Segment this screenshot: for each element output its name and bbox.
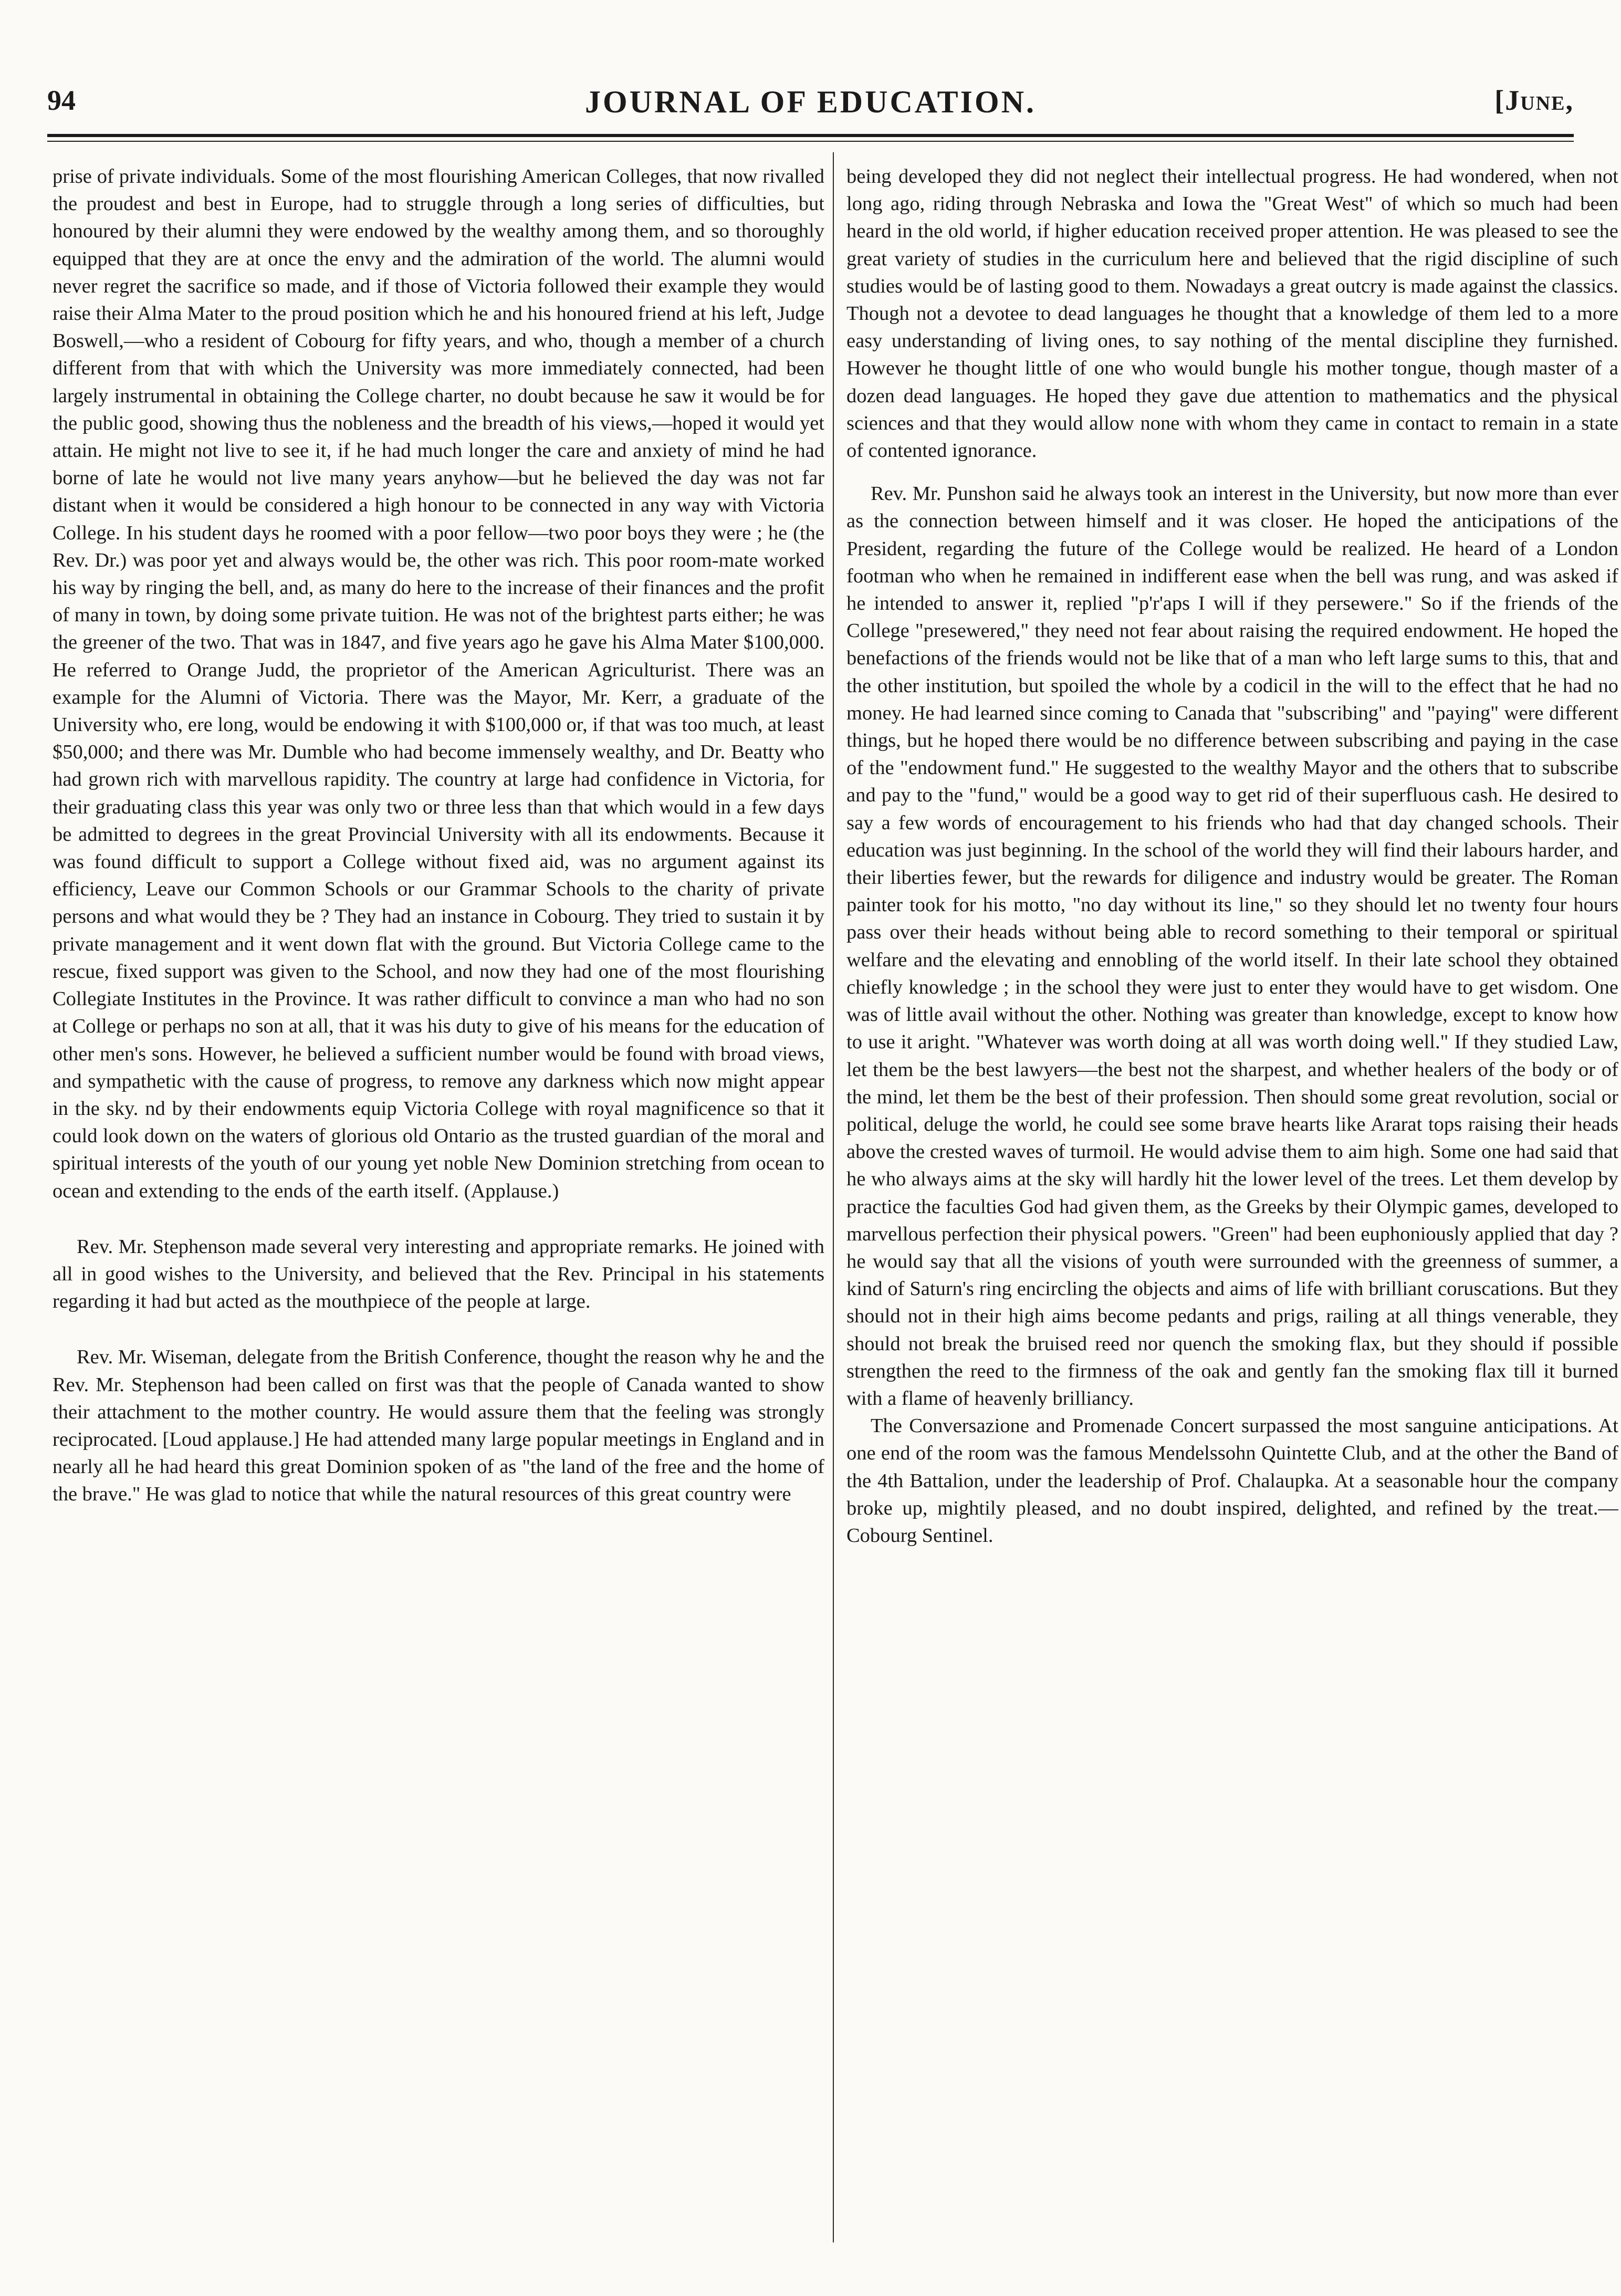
right-column (846, 163, 1618, 2242)
header-rule-thin (47, 141, 1574, 142)
left-paragraph-3: Rev. Mr. Wiseman, delegate from the British Conference, thought the reason why he and the Rev. Mr. Stephenson had been called on first was that the people of Canada wanted to show their attachment to the mother country. He would assure them that the feeling was strongly reciprocated. [Loud applause.] He had attended many large popular meetings in England and in nearly all he had heard this great Dominion spoken of as "the land of the free and the home of the brave." He was glad to notice that while the natural resources of this great country were (53, 1346, 824, 1506)
column-divider (833, 152, 834, 2242)
right-paragraph-3: The Conversazione and Promenade Concert surpassed the most sanguine anticipations. At one end of the room was the famous Mendelssohn Quintette Club, and at the other the Band of the 4th Battalion, under the leadership of Prof. Chalaupka. At a seasonable hour the company broke up, mightily pleased, and no doubt inspired, delighted, and refined by the treat.—Cobourg Sentinel. (846, 1415, 1618, 1547)
right-paragraph-2: Rev. Mr. Punshon said he always took an interest in the University, but now more than ever as the connection between himself and it was closer. He hoped the anticipations of the President, regarding the future of the College would be realized. He heard of a London footman who when he remained in indifferent ease when the bell was rung, and was asked if he intended to answer it, replied "p'r'aps I will if they persewere." So if the friends of the College "presewered," they need not fear about raising the required endowment. He hoped the benefactions of the friends would not be like that of a man who left large sums to this, that and the other institution, but spoiled the whole by a codicil in the will to the effect that he had no money. He had learned since coming to Canada that "subscribing" and "paying" were different things, but he hoped there would be no difference between subscribing and paying in the case of the "endowment fund." He suggested to the wealthy Mayor and the others that to subscribe and pay to the "fund," would be a good way to get rid of their superfluous cash. He desired to say a few words of encouragement to his friends who had that day changed schools. Their education was just beginning. In the school of the world they will find their labours harder, and their liberties fewer, but the rewards for diligence and industry would be greater. The Roman painter took for his motto, "no day without its line," so they should let no twenty four hours pass over their heads without being able to record something to their temporal or spiritual welfare and the elevating and ennobling of the world itself. In their late school they obtained chiefly knowledge ; in the school they were just to enter they would have to get wisdom. One was of little avail without the other. Nothing was greater than knowledge, except to know how to use it aright. "Whatever was worth doing at all was worth doing well." If they studied Law, let them be the best lawyers—the best not the sharpest, and whether healers of the body or of the mind, let them be the best of their profession. Then should some great revolution, social or political, deluge the world, he could see some brave hearts like Ararat tops raising their heads above the crested waves of turmoil. He would advise them to aim high. Some one had said that he who always aims at the sky will hardly hit the lower level of the trees. Let them develop by practice the faculties God had given them, as the Greeks by their Olympic games, developed to marvellous perfection their physical powers. "Green" had been euphoniously applied that day ? he would say that all the visions of youth were surrounded with the greenness of summer, a kind of Saturn's ring encircling the objects and aims of life with brilliant coruscations. But they should not in their high aims become pedants and prigs, railing at all things venerable, they should not break the bruised reed nor quench the smoking flax, but they should if possible strengthen the reed to the firmness of the oak and gently fan the smoking flax till it burned with a flame of heavenly brilliancy. (846, 483, 1618, 1410)
page-number: 94 (47, 85, 76, 116)
journal-title: JOURNAL OF EDUCATION. (584, 85, 1037, 119)
header-rule-thick (47, 134, 1574, 137)
left-paragraph-1: prise of private individuals. Some of the most flourishing American Colleges, that now rivalled the proudest and best in Europe, had to struggle through a long series of difficulties, but honoured by their alumni they were endowed by the wealthy among them, and so thoroughly equipped that they are at once the envy and the admiration of the world. The alumni would never regret the sacrifice so made, and if those of Victoria followed their example they would raise their Alma Mater to the proud position which he and his honoured friend at his left, Judge Boswell,—who a resident of Cobourg for fifty years, and who, though a member of a church different from that with which the University was more immediately connected, had been largely instrumental in obtaining the College charter, no doubt because he saw it would be for the public good, showing thus the nobleness and the breadth of his views,—hoped it would yet attain. He might not live to see it, if he had much longer the care and anxiety of mind he had borne of late he would not live many years anyhow—but he believed the day was not far distant when it would be considered a high honour to be connected in any way with Victoria College. In his student days he roomed with a poor fellow—two poor boys they were ; he (the Rev. Dr.) was poor yet and always would be, the other was rich. This poor room-mate worked his way by ringing the bell, and, as many do here to the increase of their finances and the profit of many in town, by doing some private tuition. He was not of the brightest parts either; he was the greener of the two. That was in 1847, and five years ago he gave his Alma Mater $100,000. He referred to Orange Judd, the proprietor of the American Agriculturist. There was an example for the Alumni of Victoria. There was the Mayor, Mr. Kerr, a graduate of the University who, ere long, would be endowing it with $100,000 or, if that was too much, at least $50,000; and there was Mr. Dumble who had become immensely wealthy, and Dr. Beatty who had grown rich with marvellous rapidity. The country at large had confidence in Victoria, for their graduating class this year was only two or three less than that which would in a few days be admitted to degrees in the great Provincial University with all its endowments. Because it was found difficult to support a College without fixed aid, was no argument against its efficiency, Leave our Common Schools or our Grammar Schools to the charity of private persons and what would they be ? They had an instance in Cobourg. They tried to sustain it by private management and it went down flat with the ground. But Victoria College came to the rescue, fixed support was given to the School, and now they had one of the most flourishing Collegiate Institutes in the Province. It was rather difficult to convince a man who had no son at College or perhaps no son at all, that it was his duty to give of his means for the education of other men's sons. However, he believed a sufficient number would be found with broad views, and sympathetic with the cause of progress, to remove any darkness which now might appear in the sky. nd by their endowments equip Victoria College with royal magnificence so that it could look down on the waters of glorious old Ontario as the trusted guardian of the moral and spiritual interests of the youth of our young yet noble New Dominion stretching from ocean to ocean and extending to the ends of the earth itself. (Applause.) (53, 165, 824, 1202)
page-header (47, 79, 1574, 137)
left-column (53, 163, 824, 2242)
right-paragraph-1: being developed they did not neglect their intellectual progress. He had wondered, when not long ago, riding through Nebraska and Iowa the "Great West" of which so much had been heard in the old world, if higher education received proper attention. He was pleased to see the great variety of studies in the curriculum here and believed that the rigid discipline of such studies would be of lasting good to them. Nowadays a great outcry is made against the classics. Though not a devotee to dead languages he thought that a knowledge of them led to a more easy understanding of living ones, to say nothing of the mental discipline they furnished. However he thought little of one who would bungle his mother tongue, though master of a dozen dead languages. He hoped they gave due attention to mathematics and the physical sciences and that they would allow none with whom they came in contact to remain in a state of contented ignorance. (846, 165, 1618, 462)
left-paragraph-2: Rev. Mr. Stephenson made several very interesting and appropriate remarks. He joined with all in good wishes to the University, and believed that the Rev. Principal in his statements regarding it had but acted as the mouthpiece of the people at large. (53, 1235, 824, 1313)
issue-month: [June, (1494, 85, 1574, 116)
